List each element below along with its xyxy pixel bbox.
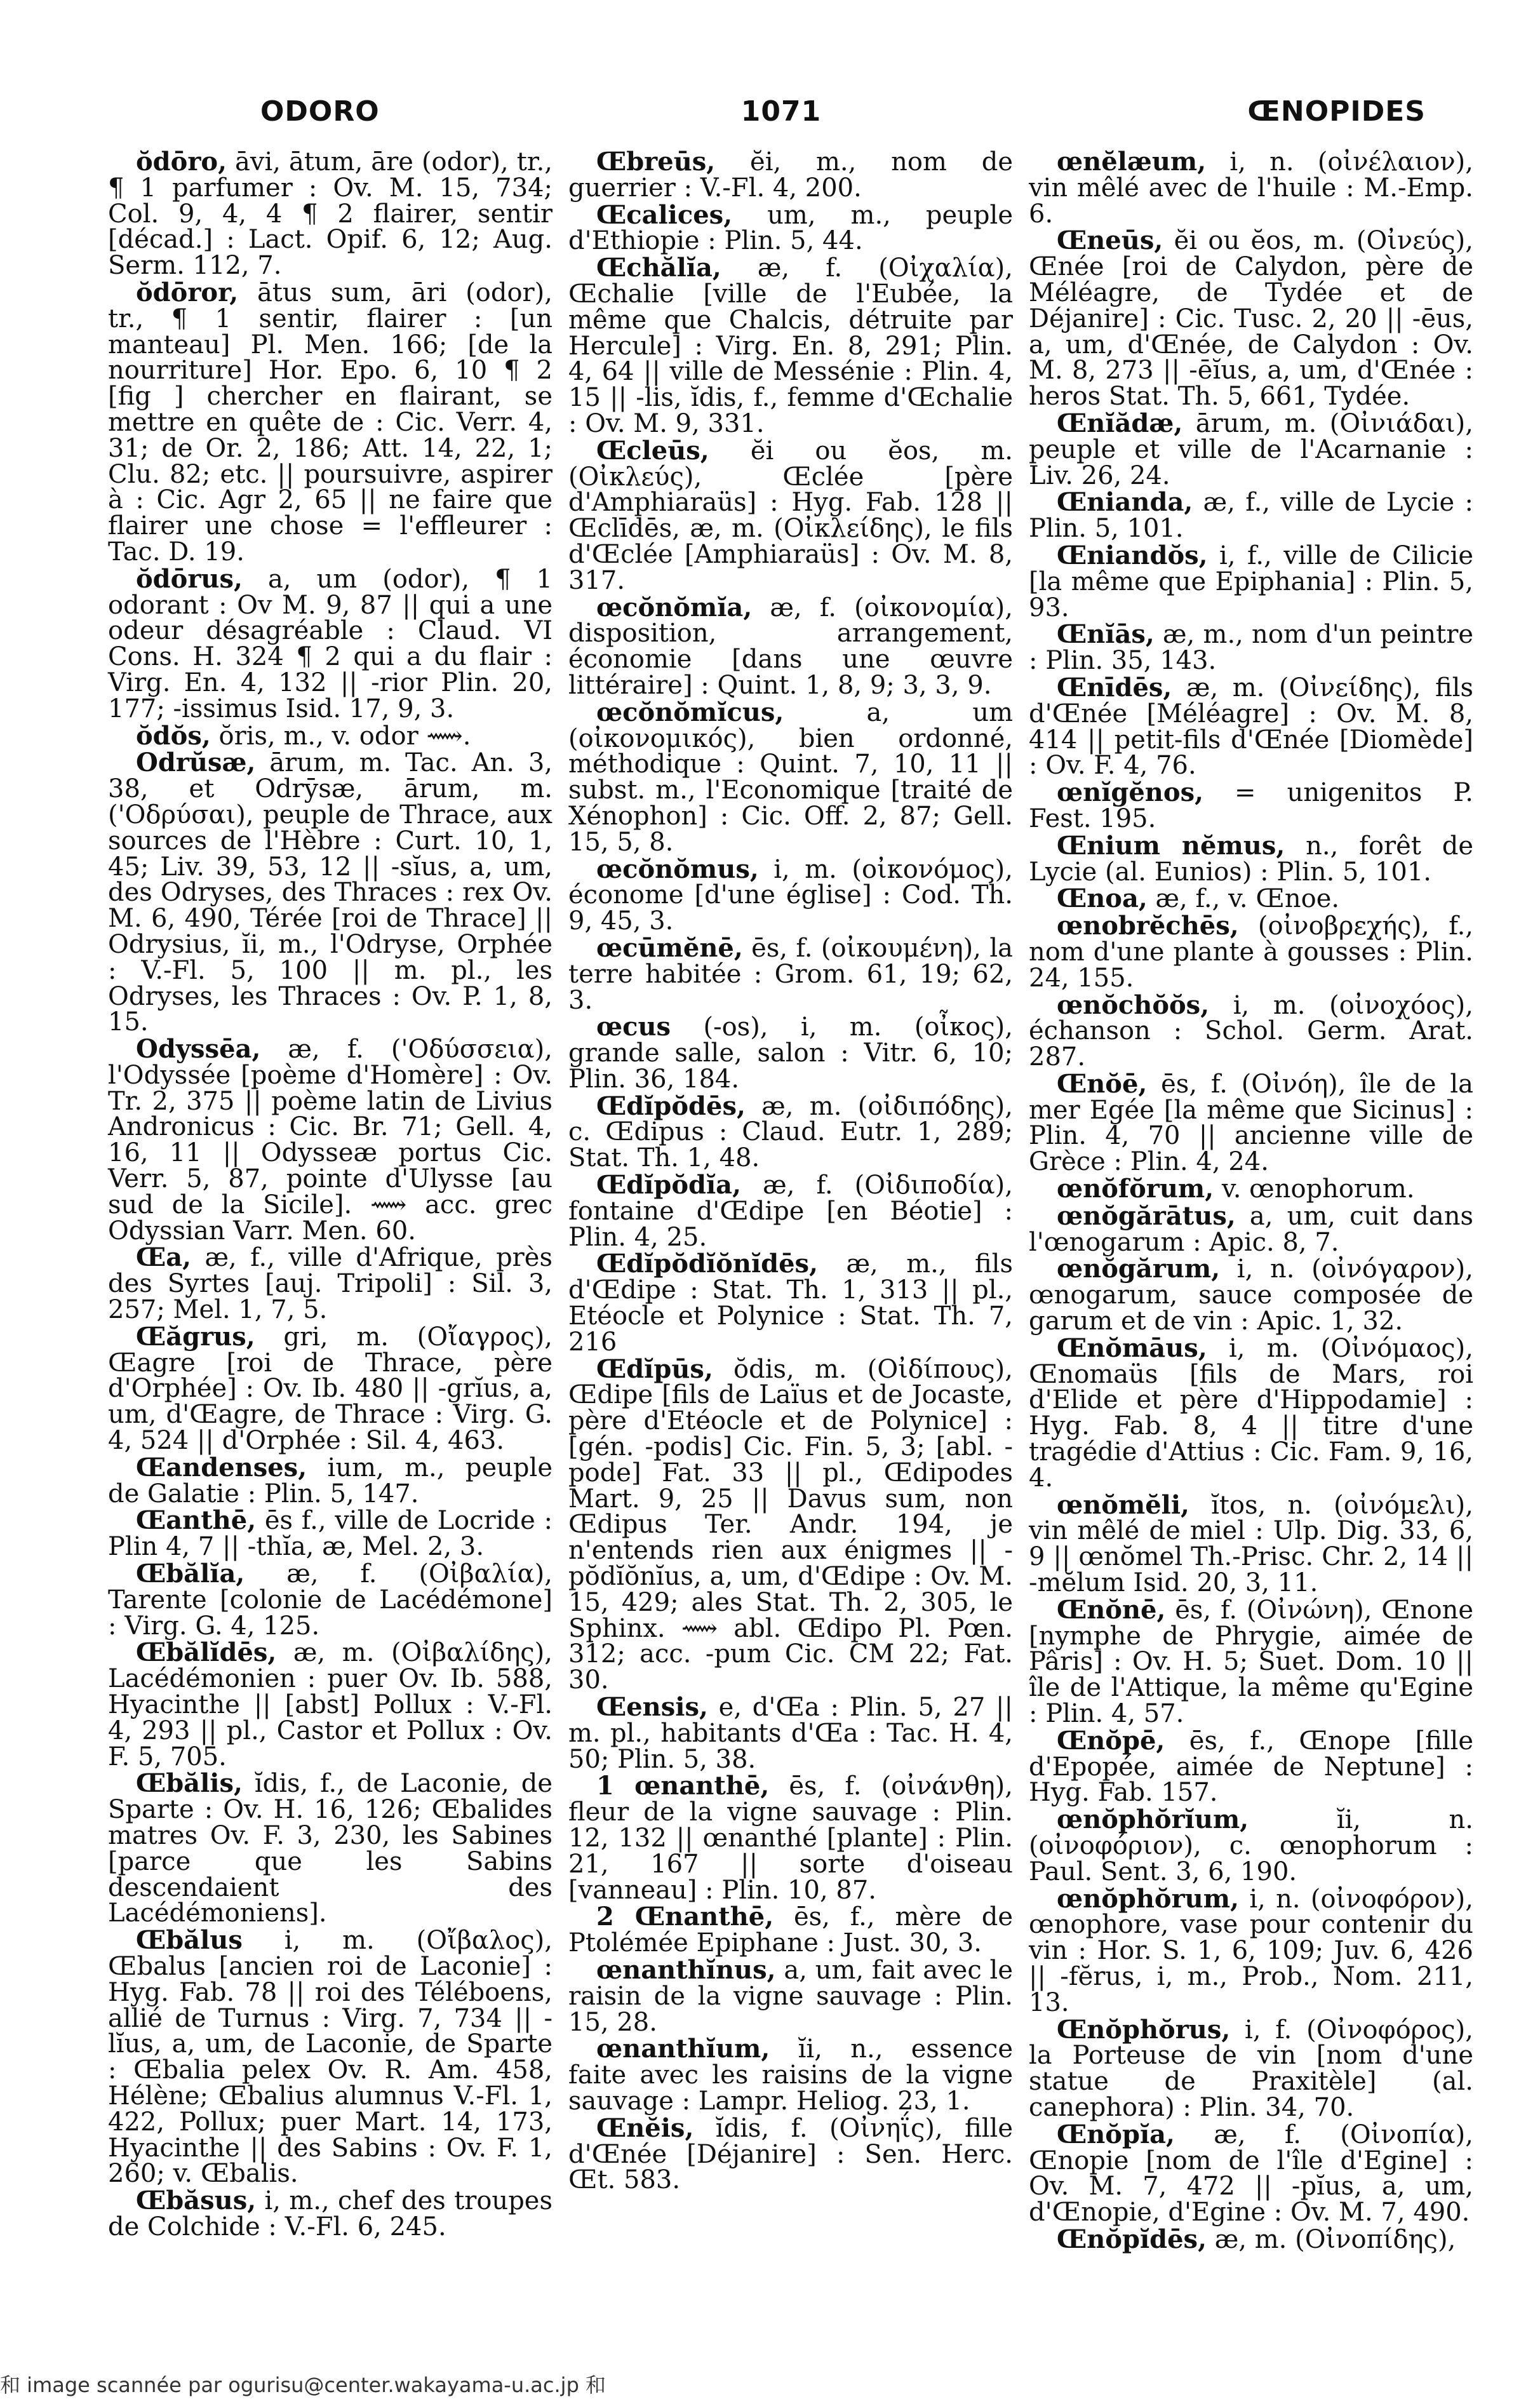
entry-headword: ŏdōrus, (136, 563, 243, 594)
entry-headword: Œnĭădæ, (1057, 408, 1183, 438)
dictionary-entry (1029, 1883, 1473, 2017)
entry-definition: ĭtos, n. (οἰνόμελι), vin mêlé de miel : Ulp. Dig. 33, 6, 9 || œnŏmel Th.-Prisc. Chr. 2, 14 || -mĕlum Isid. 20, 3, 11. (1029, 1490, 1473, 1598)
entry-headword: 2 Œnanthē, (596, 1902, 774, 1932)
entry-headword: ŏdŏs, (136, 720, 211, 751)
entry-definition: æ, f. ('Οδύσσεια), l'Odyssée [poème d'Homère] : Ov. Tr. 2, 375 || poème latin de Livius Andronicus : Cic. Br. 71; Gell. 4, 16, 11 || Odysseæ portus Cic. Verr. 5, 87, pointe d'Ulysse [au sud de la Sicile]. ⟿ acc. grec Odyssian Varr. Men. 60. (108, 1035, 552, 1246)
entry-headword: Œbreūs, (596, 147, 716, 177)
dictionary-entry (1029, 2014, 1473, 2122)
entry-headword: Œa, (136, 1242, 192, 1273)
entry-headword: ŏdōror, (136, 277, 239, 307)
entry-headword: 1 œnanthē, (596, 1771, 770, 1801)
entry-headword: Œcalices, (596, 199, 733, 230)
entry-definition: i, n. (οἰνόγαρον), œnogarum, sauce composée de garum et de vin : Apic. 1, 32. (1029, 1254, 1473, 1336)
dictionary-entry (1029, 1594, 1473, 1729)
entry-headword: ŏdōro, (136, 147, 227, 177)
entry-headword: Œbălis, (136, 1768, 243, 1799)
entry-definition: v. œnophorum. (1214, 1174, 1415, 1204)
dictionary-entry (108, 1321, 552, 1456)
entry-headword: Œnŏpĭdēs, (1057, 2224, 1207, 2254)
entry-definition: ēs, f. (Οἰνώνη), Œnone [nymphe de Phrygie, aimée de Pâris] : Ov. H. 5; Suet. Dom. 10 || île de l'Attique, la même qu'Egine : Plin. 4, 57. (1029, 1595, 1473, 1729)
dictionary-entry (568, 1773, 1013, 1903)
entry-headword: œcus (596, 1012, 671, 1042)
entry-headword: Œnŏphŏrus, (1057, 2014, 1231, 2045)
entry-definition: (οἰνοβρεχής), f., nom d'une plante à gousses : Plin. 24, 155. (1029, 911, 1473, 993)
dictionary-entry (568, 592, 1013, 700)
dictionary-entry (1029, 408, 1473, 490)
column-2 (568, 149, 1013, 2194)
dictionary-entry (108, 1925, 552, 2189)
entry-headword: Œnĕis, (596, 2113, 694, 2143)
entry-headword: Œensis, (596, 1692, 708, 1723)
entry-headword: œnŏgărātus, (1057, 1200, 1236, 1231)
column-3 (1029, 149, 1473, 2254)
entry-headword: Œniandŏs, (1057, 540, 1208, 570)
entry-definition: ārum, m. Tac. An. 3, 38, et Odrȳsæ, ārum, m. ('Οδρύσαι), peuple de Thrace, aux sources de l'Hèbre : Curt. 10, 1, 45; Liv. 39, 53, 12 || -sĭus, a, um, des Odryses, des Thraces : rex Ov. M. 6, 490, Térée [roi de Thrace] || Odrysius, ĭi, m., l'Odryse, Orphée : V.-Fl. 5, 100 || m. pl., les Odryses, les Thraces : Ov. P. 1, 8, 15. (108, 748, 552, 1037)
dictionary-entry (568, 1904, 1013, 1956)
dictionary-entry (568, 2113, 1013, 2195)
dictionary-entry (568, 149, 1013, 201)
scan-credit: 和 image scannée par ogurisu@center.wakayama-u.ac.jp 和 (0, 2373, 606, 2397)
entry-definition: i, m., chef des troupes de Colchide : V.-Fl. 6, 245. (108, 2186, 552, 2241)
dictionary-entry (568, 1692, 1013, 1774)
entry-definition: ĕi, m., nom de guerrier : V.-Fl. 4, 200. (568, 147, 1013, 203)
dictionary-entry (1029, 540, 1473, 622)
dictionary-entry (1029, 2119, 1473, 2228)
entry-headword: œnŏphŏrĭum, (1057, 1805, 1249, 1835)
dictionary-entry (568, 199, 1013, 256)
entry-headword: Œnŏpĭa, (1057, 2119, 1175, 2149)
entry-definition: gri, m. (Οἴαγρος), Œagre [roi de Thrace, père d'Orphée] : Ov. Ib. 480 || -grĭus, a, um, d'Œagre, de Thrace : Virg. G. 4, 524 || d'Orphée : Sil. 4, 463. (108, 1322, 552, 1456)
dictionary-entry (568, 854, 1013, 936)
entry-definition: i, n. (οἰνοφόρον), œnophore, vase pour contenir du vin : Hor. S. 1, 6, 109; Juv. 6, 426 || -fĕrus, i, m., Prob., Nom. 211, 13. (1029, 1884, 1473, 2017)
entry-headword: Œnīdēs, (1057, 672, 1172, 702)
dictionary-entry (1029, 830, 1473, 887)
dictionary-entry (1029, 1725, 1473, 1808)
entry-definition: æ, f., ville d'Afrique, près des Syrtes [auj. Tripoli] : Sil. 3, 257; Mel. 1, 7, 5. (108, 1243, 552, 1325)
entry-definition: æ, f., ville de Lycie : Plin. 5, 101. (1029, 488, 1473, 544)
entry-headword: œnŏchŏŏs, (1057, 990, 1210, 1020)
entry-headword: œnŏmĕli, (1057, 1489, 1189, 1520)
entry-definition: ĕi ou ĕos, m. (Οἰνεύς), Œnée [roi de Calydon, père de Méléagre, de Tydée et de Déjanire] : Cic. Tusc. 2, 20 || -ēus, a, um, d'Œnée, de Calydon : Ov. M. 8, 273 || -ēĭus, a, um, d'Œnée : heros Stat. Th. 5, 661, Tydée. (1029, 226, 1473, 412)
dictionary-entry (1029, 1256, 1473, 1334)
entry-definition: i, m. (οἰκονόμος), économe [d'une église] : Cod. Th. 9, 45, 3. (568, 854, 1013, 936)
entry-definition: (-os), i, m. (οἶκος), grande salle, salon : Vitr. 6, 10; Plin. 36, 184. (568, 1012, 1013, 1094)
entry-definition: æ, m., fils d'Œdipe : Stat. Th. 1, 313 || pl., Etéocle et Polynice : Stat. Th. 7, 216 (568, 1249, 1013, 1357)
dictionary-entry (108, 1505, 552, 1562)
entry-headword: œnanthĭum, (596, 2034, 770, 2064)
entry-headword: œcŏnŏmĭa, (596, 592, 753, 622)
entry-definition: i, f. (Οἰνοφόρος), la Porteuse de vin [nom d'une statue de Praxitèle] (al. canephora) : Plin. 34, 70. (1029, 2015, 1473, 2122)
entry-definition: æ, m. (Οἰνείδης), fils d'Œnée [Méléagre] : Ov. M. 8, 414 || petit-fils d'Œnée [Diomède] : Ov. F. 4, 76. (1029, 673, 1473, 781)
entry-definition: ĭi, n., essence faite avec les raisins de la vigne sauvage : Lampr. Heliog. 23, 1. (568, 2034, 1013, 2116)
entry-definition: æ, m. (οἰδιπόδης), c. Œdipus : Claud. Eutr. 1, 289; Stat. Th. 1, 48. (568, 1091, 1013, 1173)
entry-headword: Œnŏnē, (1057, 1594, 1166, 1625)
entry-headword: œnobrĕchēs, (1057, 911, 1239, 941)
dictionary-entry (108, 1242, 552, 1325)
entry-definition: æ, f. (οἰκονομία), disposition, arrangement, économie [dans une œuvre littéraire] : Quint. 1, 8, 9; 3, 3, 9. (568, 593, 1013, 700)
entry-headword: Œnĭās, (1057, 619, 1155, 650)
dictionary-entry (568, 435, 1013, 595)
dictionary-entry (1029, 1176, 1473, 1202)
entry-definition: i, n. (οἰνέλαιον), vin mêlé avec de l'huile : M.-Emp. 6. (1029, 147, 1473, 229)
dictionary-entry (1029, 1807, 1473, 1885)
dictionary-entry (1029, 2224, 1473, 2254)
entry-definition: = unigenitos P. Fest. 195. (1029, 778, 1473, 833)
entry-headword: Œnoa, (1057, 884, 1148, 914)
entry-definition: i, f., ville de Cilicie [la même que Epiphania] : Plin. 5, 93. (1029, 541, 1473, 622)
dictionary-entry (568, 1170, 1013, 1252)
entry-definition: ŏris, m., v. odor ⟿. (210, 721, 471, 751)
entry-definition: ēs, f. (Οἰνόη), île de la mer Egée [la même que Sicinus] : Plin. 4, 70 || ancienne ville de Grèce : Plin. 4, 24. (1029, 1069, 1473, 1177)
entry-headword: œnŏfŏrum, (1057, 1174, 1214, 1204)
entry-definition: ēs, f. (οἰνάνθη), fleur de la vigne sauvage : Plin. 12, 132 || œnanthé [plante] : Plin. 21, 167 || sorte d'oiseau [vanneau] : Plin. 10, 87. (568, 1771, 1013, 1905)
entry-headword: Œbălĭdēs, (136, 1637, 277, 1668)
entry-headword: œnŏgărum, (1057, 1254, 1221, 1284)
entry-definition: a, um (οἰκονομικός), bien ordonné, méthodique : Quint. 7, 10, 11 || subst. m., l'Economique [traité de Xénophon] : Cic. Off. 2, 87; Gell. 15, 5, 8. (568, 697, 1013, 857)
entry-headword: Œbălĭa, (136, 1559, 245, 1589)
dictionary-entry (108, 750, 552, 1035)
entry-definition: æ, m. (Οἰνοπίδης), (1207, 2224, 1456, 2254)
entry-definition: n., forêt de Lycie (al. Eunios) : Plin. 5, 101. (1029, 831, 1473, 887)
page-number: 1071 (740, 95, 822, 128)
entry-definition: ātus sum, āri (odor), tr., ¶ 1 sentir, flairer : [un manteau] Pl. Men. 166; [de la nourriture] Hor. Epo. 6, 10 ¶ 2 [fig ] chercher en flairant, se mettre en quête de : Cic. Verr. 4, 31; de Or. 2, 186; Att. 14, 22, 1; Clu. 82; etc. || poursuivre, aspirer à : Cic. Agr 2, 65 || ne faire que flairer une chose = l'effleurer : Tac. D. 19. (108, 278, 552, 567)
entry-definition: um, m., peuple d'Ethiopie : Plin. 5, 44. (568, 200, 1013, 256)
entry-headword: œnŏphŏrum, (1057, 1883, 1240, 1914)
entry-definition: ĭi, n. (οἰνοφόριον), c. œnophorum : Paul. Sent. 3, 6, 190. (1029, 1805, 1473, 1886)
entry-headword: Œchălĭa, (596, 253, 721, 283)
entry-definition: ēs, f., Œnope [fille d'Epopée, aimée de Neptune] : Hyg. Fab. 157. (1029, 1726, 1473, 1808)
entry-headword: Œnŏpē, (1057, 1725, 1165, 1756)
entry-headword: œnĭgĕnos, (1057, 777, 1204, 808)
dictionary-entry (568, 697, 1013, 857)
entry-definition: a, um (odor), ¶ 1 odorant : Ov M. 9, 87 || qui a une odeur désagréable : Claud. VI Cons. H. 324 ¶ 2 qui a du flair : Virg. En. 4, 132 || -rior Plin. 20, 177; -issimus Isid. 17, 9, 3. (108, 564, 552, 723)
column-1 (108, 149, 552, 2241)
entry-headword: Œandenses, (136, 1452, 307, 1482)
entry-definition: i, m. (Οἰνόμαος), Œnomaüs [fils de Mars, roi d'Elide et père d'Hippodamie] : Hyg. Fab. 8, 4 || titre d'une tragédie d'Attius : Cic. Fam. 9, 16, 4. (1029, 1333, 1473, 1493)
entry-definition: ĕi ou ĕos, m. (Οἰκλεύς), Œclée [père d'Amphiaraüs] : Hyg. Fab. 128 || Œclīdēs, æ, m. (Οἰκλείδης), le fils d'Œclée [Amphiaraüs] : Ov. M. 8, 317. (568, 436, 1013, 595)
entry-definition: æ, f. (Οἰνοπία), Œnopie [nom de l'île d'Egine] : Ov. M. 7, 472 || -pĭus, a, um, d'Œnopie, d'Egine : Ov. M. 7, 490. (1029, 2120, 1473, 2228)
entry-definition: ēs, f. (οἰκουμένη), la terre habitée : Grom. 61, 19; 62, 3. (568, 933, 1013, 1015)
dictionary-entry (1029, 990, 1473, 1072)
entry-headword: œcŏnŏmus, (596, 854, 759, 884)
dictionary-entry (108, 563, 552, 723)
dictionary-entry (108, 277, 552, 567)
entry-headword: Œnianda, (1057, 487, 1193, 518)
entry-definition: ĭdis, f., de Laconie, de Sparte : Ov. H. 16, 126; Œbalides matres Ov. F. 3, 230, les Sabines [parce que les Sabins descendaient des Lacédémoniens]. (108, 1769, 552, 1928)
dictionary-entry (108, 720, 552, 751)
dictionary-entry (1029, 619, 1473, 676)
entry-definition: i, m. (οἰνοχόος), échanson : Schol. Germ. Arat. 287. (1029, 990, 1473, 1072)
dictionary-entry (568, 1251, 1013, 1355)
entry-definition: e, d'Œa : Plin. 5, 27 || m. pl., habitants d'Œa : Tac. H. 4, 50; Plin. 5, 38. (568, 1693, 1013, 1774)
entry-headword: œcūmĕnē, (596, 932, 743, 963)
dictionary-entry (1029, 672, 1473, 781)
dictionary-entry (1029, 149, 1473, 227)
running-head-right: ŒNOPIDES (1247, 95, 1426, 128)
dictionary-entry (108, 149, 552, 279)
entry-headword: œnĕlæum, (1057, 147, 1207, 177)
entry-headword: Œdĭpŏdĭŏnĭdēs, (596, 1249, 819, 1279)
entry-definition: i, m. (Οἴβαλος), Œbalus [ancien roi de Laconie] : Hyg. Fab. 78 || roi des Téléboens, allié de Turnus : Virg. 7, 734 || -lĭus, a, um, de Laconie, de Sparte : Œbalia pelex Ov. R. Am. 458, Hélène; Œbalius alumnus V.-Fl. 1, 422, Pollux; puer Mart. 14, 173, Hyacinthe || des Sabins : Ov. F. 1, 260; v. Œbalis. (108, 1926, 552, 2189)
entry-headword: Odrŭsæ, (136, 748, 256, 778)
entry-headword: Œanthē, (136, 1505, 257, 1536)
entry-definition: āvi, ātum, āre (odor), tr., ¶ 1 parfumer : Ov. M. 15, 734; Col. 9, 4, 4 ¶ 2 flairer, sentir [décad.] : Lact. Opif. 6, 12; Aug. Serm. 112, 7. (108, 147, 552, 281)
entry-definition: ārum, m. (Οἰνιάδαι), peuple et ville de l'Acarnanie : Liv. 26, 24. (1029, 408, 1473, 490)
entry-headword: œnanthĭnus, (596, 1954, 776, 1985)
entry-definition: a, um, fait avec le raisin de la vigne sauvage : Plin. 15, 28. (568, 1955, 1013, 2037)
dictionary-entry (568, 255, 1013, 437)
dictionary-entry (108, 1561, 552, 1639)
dictionary-entry (1029, 225, 1473, 412)
entry-headword: œcŏnŏmĭcus, (596, 697, 784, 727)
entry-headword: Œnŏē, (1057, 1068, 1148, 1099)
entry-definition: ēs f., ville de Locride : Plin 4, 7 || -thĭa, æ, Mel. 2, 3. (108, 1506, 552, 1562)
dictionary-entry (1029, 1333, 1473, 1493)
dictionary-entry (108, 1768, 552, 1928)
entry-headword: Œbălus (136, 1925, 243, 1956)
dictionary-entry (1029, 777, 1473, 833)
dictionary-entry (568, 932, 1013, 1015)
entry-headword: Œcleūs, (596, 435, 709, 466)
entry-definition: æ, f. (Οἰχαλία), Œchalie [ville de l'Eubée, la même que Chalcis, détruite par Hercule] : Virg. En. 8, 291; Plin. 4, 64 || ville de Messénie : Plin. 4, 15 || -lis, ĭdis, f., femme d'Œchalie : Ov. M. 9, 331. (568, 253, 1013, 438)
entry-definition: æ, f., v. Œnoe. (1147, 884, 1340, 914)
dictionary-entry (568, 1954, 1013, 2037)
entry-definition: ŏdis, m. (Οἰδίπους), Œdipe [fils de Laïus et de Jocaste, père d'Etéocle et de Polynice] : [gén. -podis] Cic. Fin. 5, 3; [abl. -pode] Fat. 33 || pl., Œdipodes Mart. 9, 25 || Davus sum, non Œdipus Ter. Andr. 194, je n'entends rien aux énigmes || -pŏdĭŏnĭus, a, um, d'Œdipe : Ov. M. 15, 429; ales Stat. Th. 2, 305, le Sphinx. ⟿ abl. Œdipo Pl. Pœn. 312; acc. -pum Cic. CM 22; Fat. 30. (568, 1354, 1013, 1695)
entry-headword: Œbăsus, (136, 2186, 257, 2216)
entry-definition: a, um, cuit dans l'œnogarum : Apic. 8, 7. (1029, 1201, 1473, 1257)
entry-definition: ĭdis, f. (Οἰνηΐς), fille d'Œnée [Déjanire] : Sen. Herc. Œt. 583. (568, 2113, 1013, 2195)
dictionary-entry (1029, 1200, 1473, 1257)
entry-headword: Œnŏmāus, (1057, 1333, 1207, 1363)
entry-headword: Œăgrus, (136, 1321, 255, 1352)
entry-definition: ēs, f., mère de Ptolémée Epiphane : Just. 30, 3. (568, 1902, 1013, 1958)
dictionary-entry (1029, 1489, 1473, 1598)
entry-definition: æ, m., nom d'un peintre : Plin. 35, 143. (1029, 620, 1473, 676)
entry-definition: æ, m. (Οἰβαλίδης), Lacédémonien : puer Ov. Ib. 588, Hyacinthe || [abst] Pollux : V.-Fl. 4, 293 || pl., Castor et Pollux : Ov. F. 5, 705. (108, 1638, 552, 1771)
dictionary-entry (1029, 1068, 1473, 1177)
entry-headword: Œdĭpŏdĭa, (596, 1170, 742, 1200)
entry-headword: Odyssēa, (136, 1034, 261, 1065)
dictionary-entry (568, 1354, 1013, 1695)
entry-definition: æ, f. (Οἰδιποδία), fontaine d'Œdipe [en Béotie] : Plin. 4, 25. (568, 1171, 1013, 1252)
dictionary-entry (108, 1034, 552, 1246)
dictionary-entry (108, 1637, 552, 1771)
dictionary-entry (1029, 913, 1473, 991)
entry-definition: æ, f. (Οἰβαλία), Tarente [colonie de Lacédémone] : Virg. G. 4, 125. (108, 1559, 552, 1641)
dictionary-entry (568, 2036, 1013, 2114)
entry-headword: Œneūs, (1057, 225, 1163, 256)
dictionary-entry (568, 1091, 1013, 1173)
dictionary-entry (1029, 886, 1473, 912)
entry-headword: Œdĭpūs, (596, 1354, 713, 1384)
dictionary-entry (1029, 487, 1473, 544)
dictionary-entry (108, 2188, 552, 2240)
running-head-left: ODORO (260, 95, 380, 128)
entry-definition: ium, m., peuple de Galatie : Plin. 5, 147. (108, 1453, 552, 1509)
entry-headword: Œdĭpŏdēs, (596, 1091, 746, 1121)
dictionary-entry (108, 1452, 552, 1509)
entry-headword: Œnium nĕmus, (1057, 830, 1285, 861)
dictionary-entry (568, 1014, 1013, 1092)
